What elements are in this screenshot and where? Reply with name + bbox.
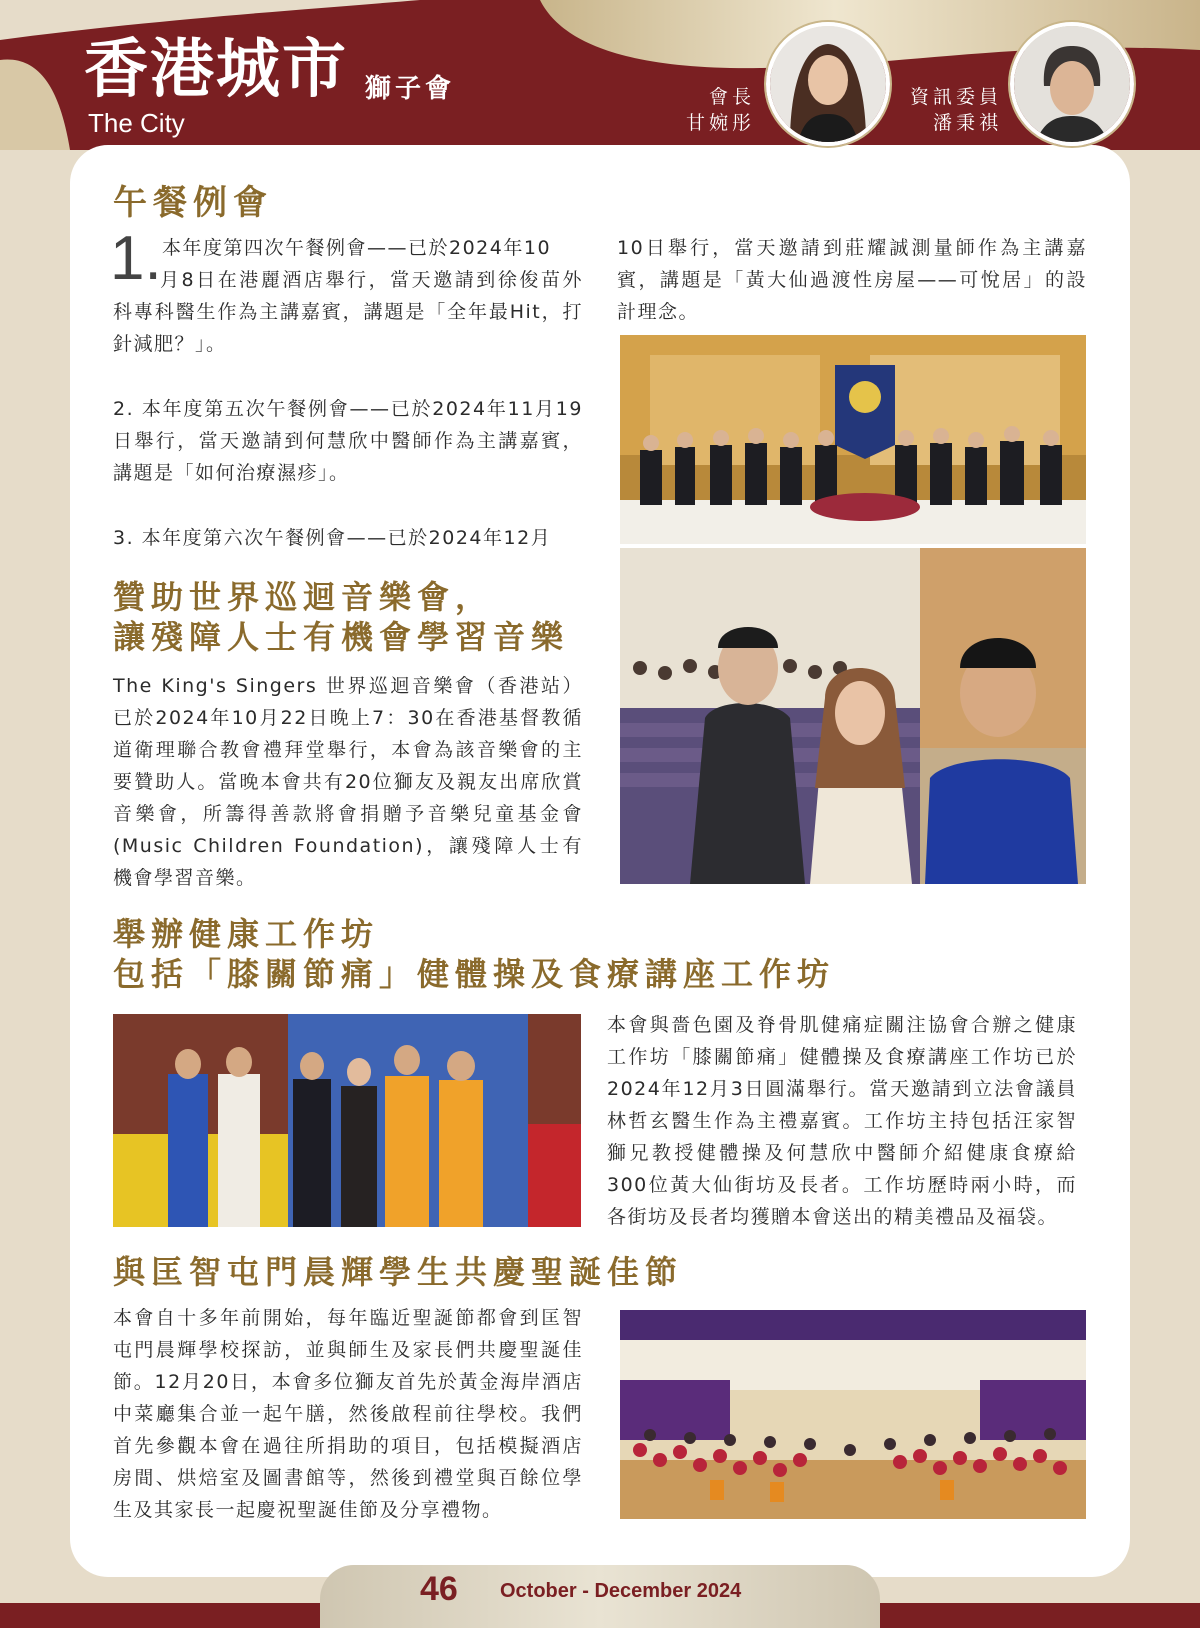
info-committee-title: 資訊委員 (909, 86, 1002, 108)
info-committee-avatar (1010, 22, 1134, 146)
section-heading-concert-line2: 讓殘障人士有機會學習音樂 (113, 618, 570, 656)
page-number: 46 (420, 1570, 458, 1608)
lunch-paragraph-3-continued: 10日舉行，當天邀請到莊耀誠測量師作為主講嘉賓，講題是「黃大仙過渡性房屋——可悅居」的設計理念。 (617, 237, 1087, 323)
section-heading-health-workshop-line2: 包括「膝關節痛」健體操及食療講座工作坊 (113, 955, 836, 993)
lunch-paragraph-2: 2. 本年度第五次午餐例會——已於2024年11月19日舉行，當天邀請到何慧欣中醫師作為主講嘉賓，講題是「如何治療濕疹」。 (113, 398, 583, 484)
brand-subtitle-cn: 獅子會 (365, 74, 456, 104)
section-heading-lunch-meeting: 午餐例會 (113, 183, 273, 223)
info-committee-name: 潘秉祺 (932, 112, 1002, 134)
photo-lunch-meeting-group (620, 335, 1086, 544)
section-heading-health-workshop-line1: 舉辦健康工作坊 (113, 915, 380, 953)
president-avatar (766, 22, 890, 146)
lunch-paragraph-1-body (113, 264, 583, 360)
concert-paragraph: The King's Singers 世界巡迴音樂會（香港站）已於2024年10月22日晚上7：30在香港基督教循道衛理聯合教會禮拜堂舉行，本會為該音樂會的主要贊助人。當晚本會共有20位獅友及親友出席欣賞音樂會，所籌得善款將會捐贈予音樂兒童基金會(Music Children Foundation)，讓殘障人士有機會學習音樂。 (113, 675, 583, 889)
lunch-paragraph-1-rest: 月8日在港麗酒店舉行，當天邀請到徐俊苗外科專科醫生作為主講嘉賓，講題是「全年最Hit，打針減肥？」。 (113, 269, 583, 355)
health-workshop-paragraph: 本會與嗇色園及脊骨肌健痛症關注協會合辦之健康工作坊「膝關節痛」健體操及食療講座工作坊已於2024年12月3日圓滿舉行。當天邀請到立法會議員林哲玄醫生作為主禮嘉賓。工作坊主持包括汪家智獅兄教授健體操及何慧欣中醫師介紹健康食療給300位黃大仙街坊及長者。工作坊歷時兩小時，而各街坊及長者均獲贈本會送出的精美禮品及福袋。 (607, 1014, 1077, 1228)
president-title: 會長 (708, 86, 755, 108)
section-heading-christmas: 與匡智屯門晨輝學生共慶聖誕佳節 (113, 1253, 684, 1291)
photo-christmas-hall (620, 1310, 1086, 1519)
section-heading-health-workshop (113, 914, 835, 994)
lunch-paragraph-3: 3. 本年度第六次午餐例會——已於2024年12月 (113, 527, 552, 549)
president-name: 甘婉彤 (685, 112, 755, 134)
issue-date-range: October - December 2024 (500, 1580, 742, 1602)
drop-number: 1. (110, 224, 162, 293)
lunch-paragraph-1-first-line: 本年度第四次午餐例會——已於2024年10 (162, 237, 552, 259)
photo-concert-selfie (620, 548, 1086, 884)
christmas-paragraph: 本會自十多年前開始，每年臨近聖誕節都會到匡智屯門晨輝學校探訪，並與師生及家長們共慶聖誕佳節。12月20日，本會多位獅友首先於黃金海岸酒店中菜廳集合並一起午膳，然後啟程前往學校。我們首先參觀本會在過往所捐助的項目，包括模擬酒店房間、烘焙室及圖書館等，然後到禮堂與百餘位學生及其家長一起慶祝聖誕佳節及分享禮物。 (113, 1307, 583, 1521)
section-heading-concert-line1: 贊助世界巡迴音樂會， (113, 578, 494, 616)
photo-health-workshop (113, 1014, 581, 1227)
info-committee-caption (880, 84, 1002, 136)
president-caption (640, 84, 755, 136)
brand-title-en: The City (88, 108, 185, 138)
section-heading-concert (113, 577, 569, 657)
brand-title-cn: 香港城市 (84, 33, 348, 107)
